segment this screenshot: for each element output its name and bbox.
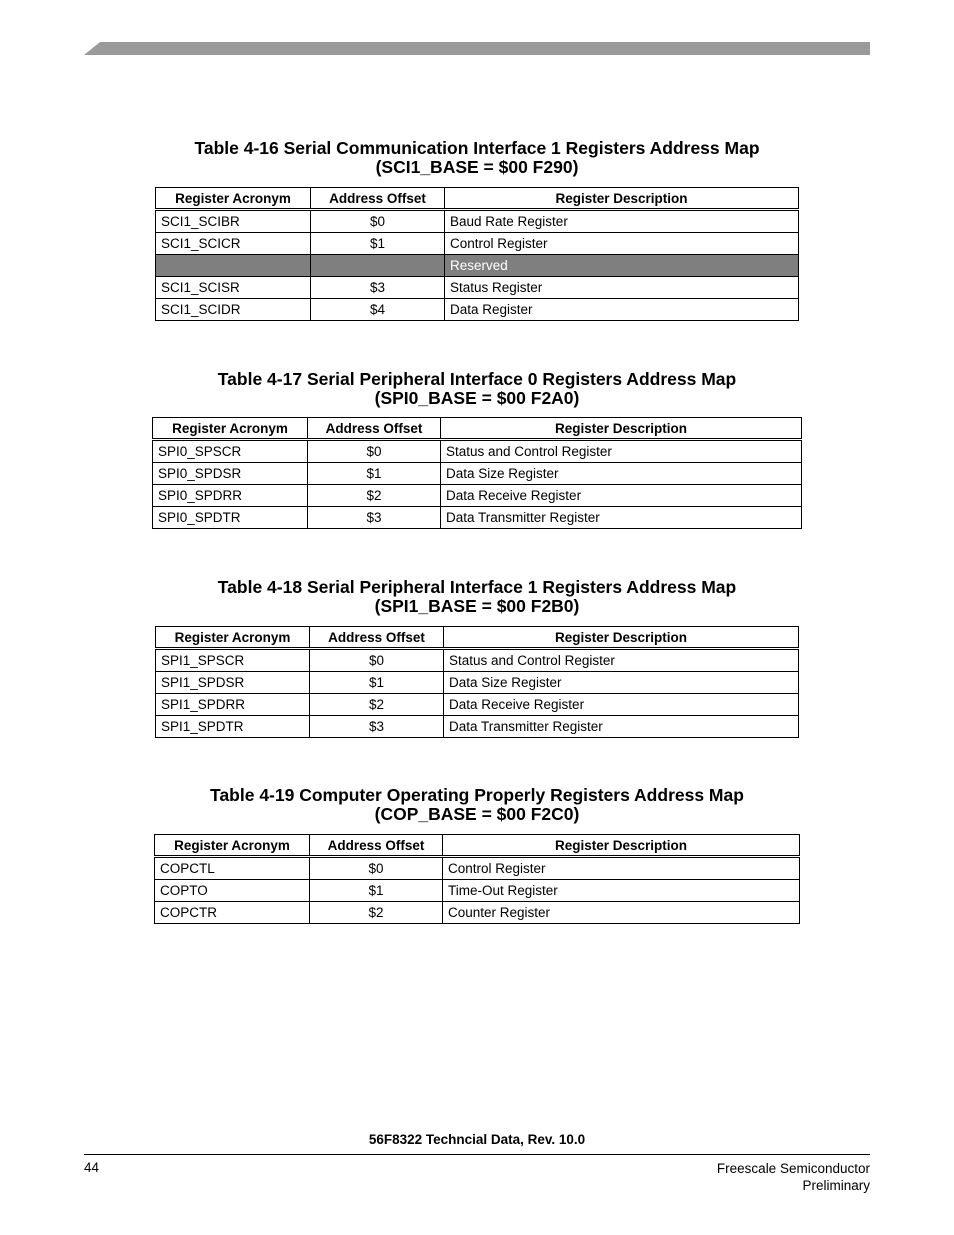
address-offset: $0 bbox=[310, 649, 444, 672]
table-row bbox=[156, 277, 799, 299]
register-acronym: SPI0_SPDRR bbox=[153, 485, 308, 507]
reserved-row bbox=[156, 255, 799, 277]
register-description: Data Size Register bbox=[444, 672, 799, 694]
table-row bbox=[155, 902, 800, 924]
table-row bbox=[153, 440, 802, 463]
address-offset: $2 bbox=[310, 902, 443, 924]
col-address-offset: Address Offset bbox=[310, 627, 444, 649]
address-offset: $2 bbox=[310, 694, 444, 716]
register-acronym bbox=[156, 255, 311, 277]
table-row bbox=[156, 672, 799, 694]
spi0-register-table bbox=[152, 417, 802, 529]
address-offset: $1 bbox=[310, 880, 443, 902]
register-acronym: SCI1_SCICR bbox=[156, 233, 311, 255]
register-acronym: SPI0_SPSCR bbox=[153, 440, 308, 463]
register-acronym: COPCTR bbox=[155, 902, 310, 924]
register-acronym: SPI1_SPDTR bbox=[156, 716, 310, 738]
cop-register-table bbox=[154, 834, 800, 924]
register-acronym: SCI1_SCIBR bbox=[156, 210, 311, 233]
address-offset: $0 bbox=[311, 210, 445, 233]
header-bar bbox=[0, 0, 954, 60]
register-description: Time-Out Register bbox=[443, 880, 800, 902]
register-description: Baud Rate Register bbox=[445, 210, 799, 233]
table-row bbox=[156, 694, 799, 716]
register-description: Data Receive Register bbox=[444, 694, 799, 716]
table-row bbox=[155, 880, 800, 902]
col-register-acronym: Register Acronym bbox=[156, 627, 310, 649]
company-name: Freescale Semiconductor bbox=[716, 1161, 870, 1176]
address-offset: $1 bbox=[308, 463, 441, 485]
footer-company-block bbox=[717, 1160, 870, 1194]
register-description: Status Register bbox=[445, 277, 799, 299]
register-acronym: SPI1_SPDRR bbox=[156, 694, 310, 716]
address-offset: $3 bbox=[308, 507, 441, 529]
register-description: Data Transmitter Register bbox=[441, 507, 802, 529]
table-title-line2: (SCI1_BASE = $00 F290) bbox=[375, 157, 579, 177]
table-title-line2: (COP_BASE = $00 F2C0) bbox=[374, 804, 580, 824]
table-title-line1: Table 4-17 Serial Peripheral Interface 0 Registers Address Map bbox=[217, 369, 737, 389]
sci1-register-table bbox=[155, 187, 799, 321]
register-description: Reserved bbox=[445, 255, 799, 277]
col-address-offset: Address Offset bbox=[311, 188, 445, 210]
address-offset: $1 bbox=[310, 672, 444, 694]
table-row bbox=[156, 233, 799, 255]
register-description: Control Register bbox=[445, 233, 799, 255]
document-status: Preliminary bbox=[802, 1178, 870, 1193]
table-row bbox=[153, 485, 802, 507]
register-description: Data Register bbox=[445, 299, 799, 321]
table-header-row bbox=[155, 835, 800, 857]
table-4-17-title bbox=[0, 370, 954, 408]
footer-divider bbox=[84, 1154, 870, 1155]
address-offset: $4 bbox=[311, 299, 445, 321]
address-offset bbox=[311, 255, 445, 277]
table-title-line2: (SPI1_BASE = $00 F2B0) bbox=[374, 596, 580, 616]
col-register-description: Register Description bbox=[444, 627, 799, 649]
table-title-line1: Table 4-19 Computer Operating Properly Registers Address Map bbox=[210, 785, 744, 805]
register-description: Control Register bbox=[443, 857, 800, 880]
register-description: Status and Control Register bbox=[444, 649, 799, 672]
table-4-19-title bbox=[0, 786, 954, 824]
register-acronym: SCI1_SCISR bbox=[156, 277, 311, 299]
register-description: Status and Control Register bbox=[441, 440, 802, 463]
table-row bbox=[156, 299, 799, 321]
register-acronym: SCI1_SCIDR bbox=[156, 299, 311, 321]
address-offset: $3 bbox=[311, 277, 445, 299]
col-register-acronym: Register Acronym bbox=[153, 418, 308, 440]
register-acronym: SPI1_SPDSR bbox=[156, 672, 310, 694]
register-acronym: SPI0_SPDTR bbox=[153, 507, 308, 529]
address-offset: $0 bbox=[310, 857, 443, 880]
page-number: 44 bbox=[84, 1160, 100, 1175]
address-offset: $2 bbox=[308, 485, 441, 507]
table-header-row bbox=[153, 418, 802, 440]
col-register-description: Register Description bbox=[445, 188, 799, 210]
address-offset: $3 bbox=[310, 716, 444, 738]
footer-doc-title: 56F8322 Techncial Data, Rev. 10.0 bbox=[368, 1132, 586, 1147]
register-description: Data Receive Register bbox=[441, 485, 802, 507]
table-row bbox=[156, 210, 799, 233]
register-acronym: COPCTL bbox=[155, 857, 310, 880]
col-register-acronym: Register Acronym bbox=[156, 188, 311, 210]
spi1-register-table bbox=[155, 626, 799, 738]
register-acronym: SPI0_SPDSR bbox=[153, 463, 308, 485]
register-acronym: SPI1_SPSCR bbox=[156, 649, 310, 672]
register-description: Data Size Register bbox=[441, 463, 802, 485]
register-description: Data Transmitter Register bbox=[444, 716, 799, 738]
table-4-16-title bbox=[0, 139, 954, 177]
table-title-line2: (SPI0_BASE = $00 F2A0) bbox=[374, 388, 580, 408]
table-title-line1: Table 4-16 Serial Communication Interface 1 Registers Address Map bbox=[194, 138, 760, 158]
col-address-offset: Address Offset bbox=[310, 835, 443, 857]
col-address-offset: Address Offset bbox=[308, 418, 441, 440]
table-row bbox=[153, 507, 802, 529]
table-row bbox=[155, 857, 800, 880]
col-register-description: Register Description bbox=[441, 418, 802, 440]
col-register-description: Register Description bbox=[443, 835, 800, 857]
table-row bbox=[156, 716, 799, 738]
table-4-18-title bbox=[0, 578, 954, 616]
table-title-line1: Table 4-18 Serial Peripheral Interface 1 Registers Address Map bbox=[217, 577, 737, 597]
register-description: Counter Register bbox=[443, 902, 800, 924]
table-header-row bbox=[156, 627, 799, 649]
register-acronym: COPTO bbox=[155, 880, 310, 902]
table-header-row bbox=[156, 188, 799, 210]
table-row bbox=[156, 649, 799, 672]
col-register-acronym: Register Acronym bbox=[155, 835, 310, 857]
address-offset: $0 bbox=[308, 440, 441, 463]
address-offset: $1 bbox=[311, 233, 445, 255]
table-row bbox=[153, 463, 802, 485]
